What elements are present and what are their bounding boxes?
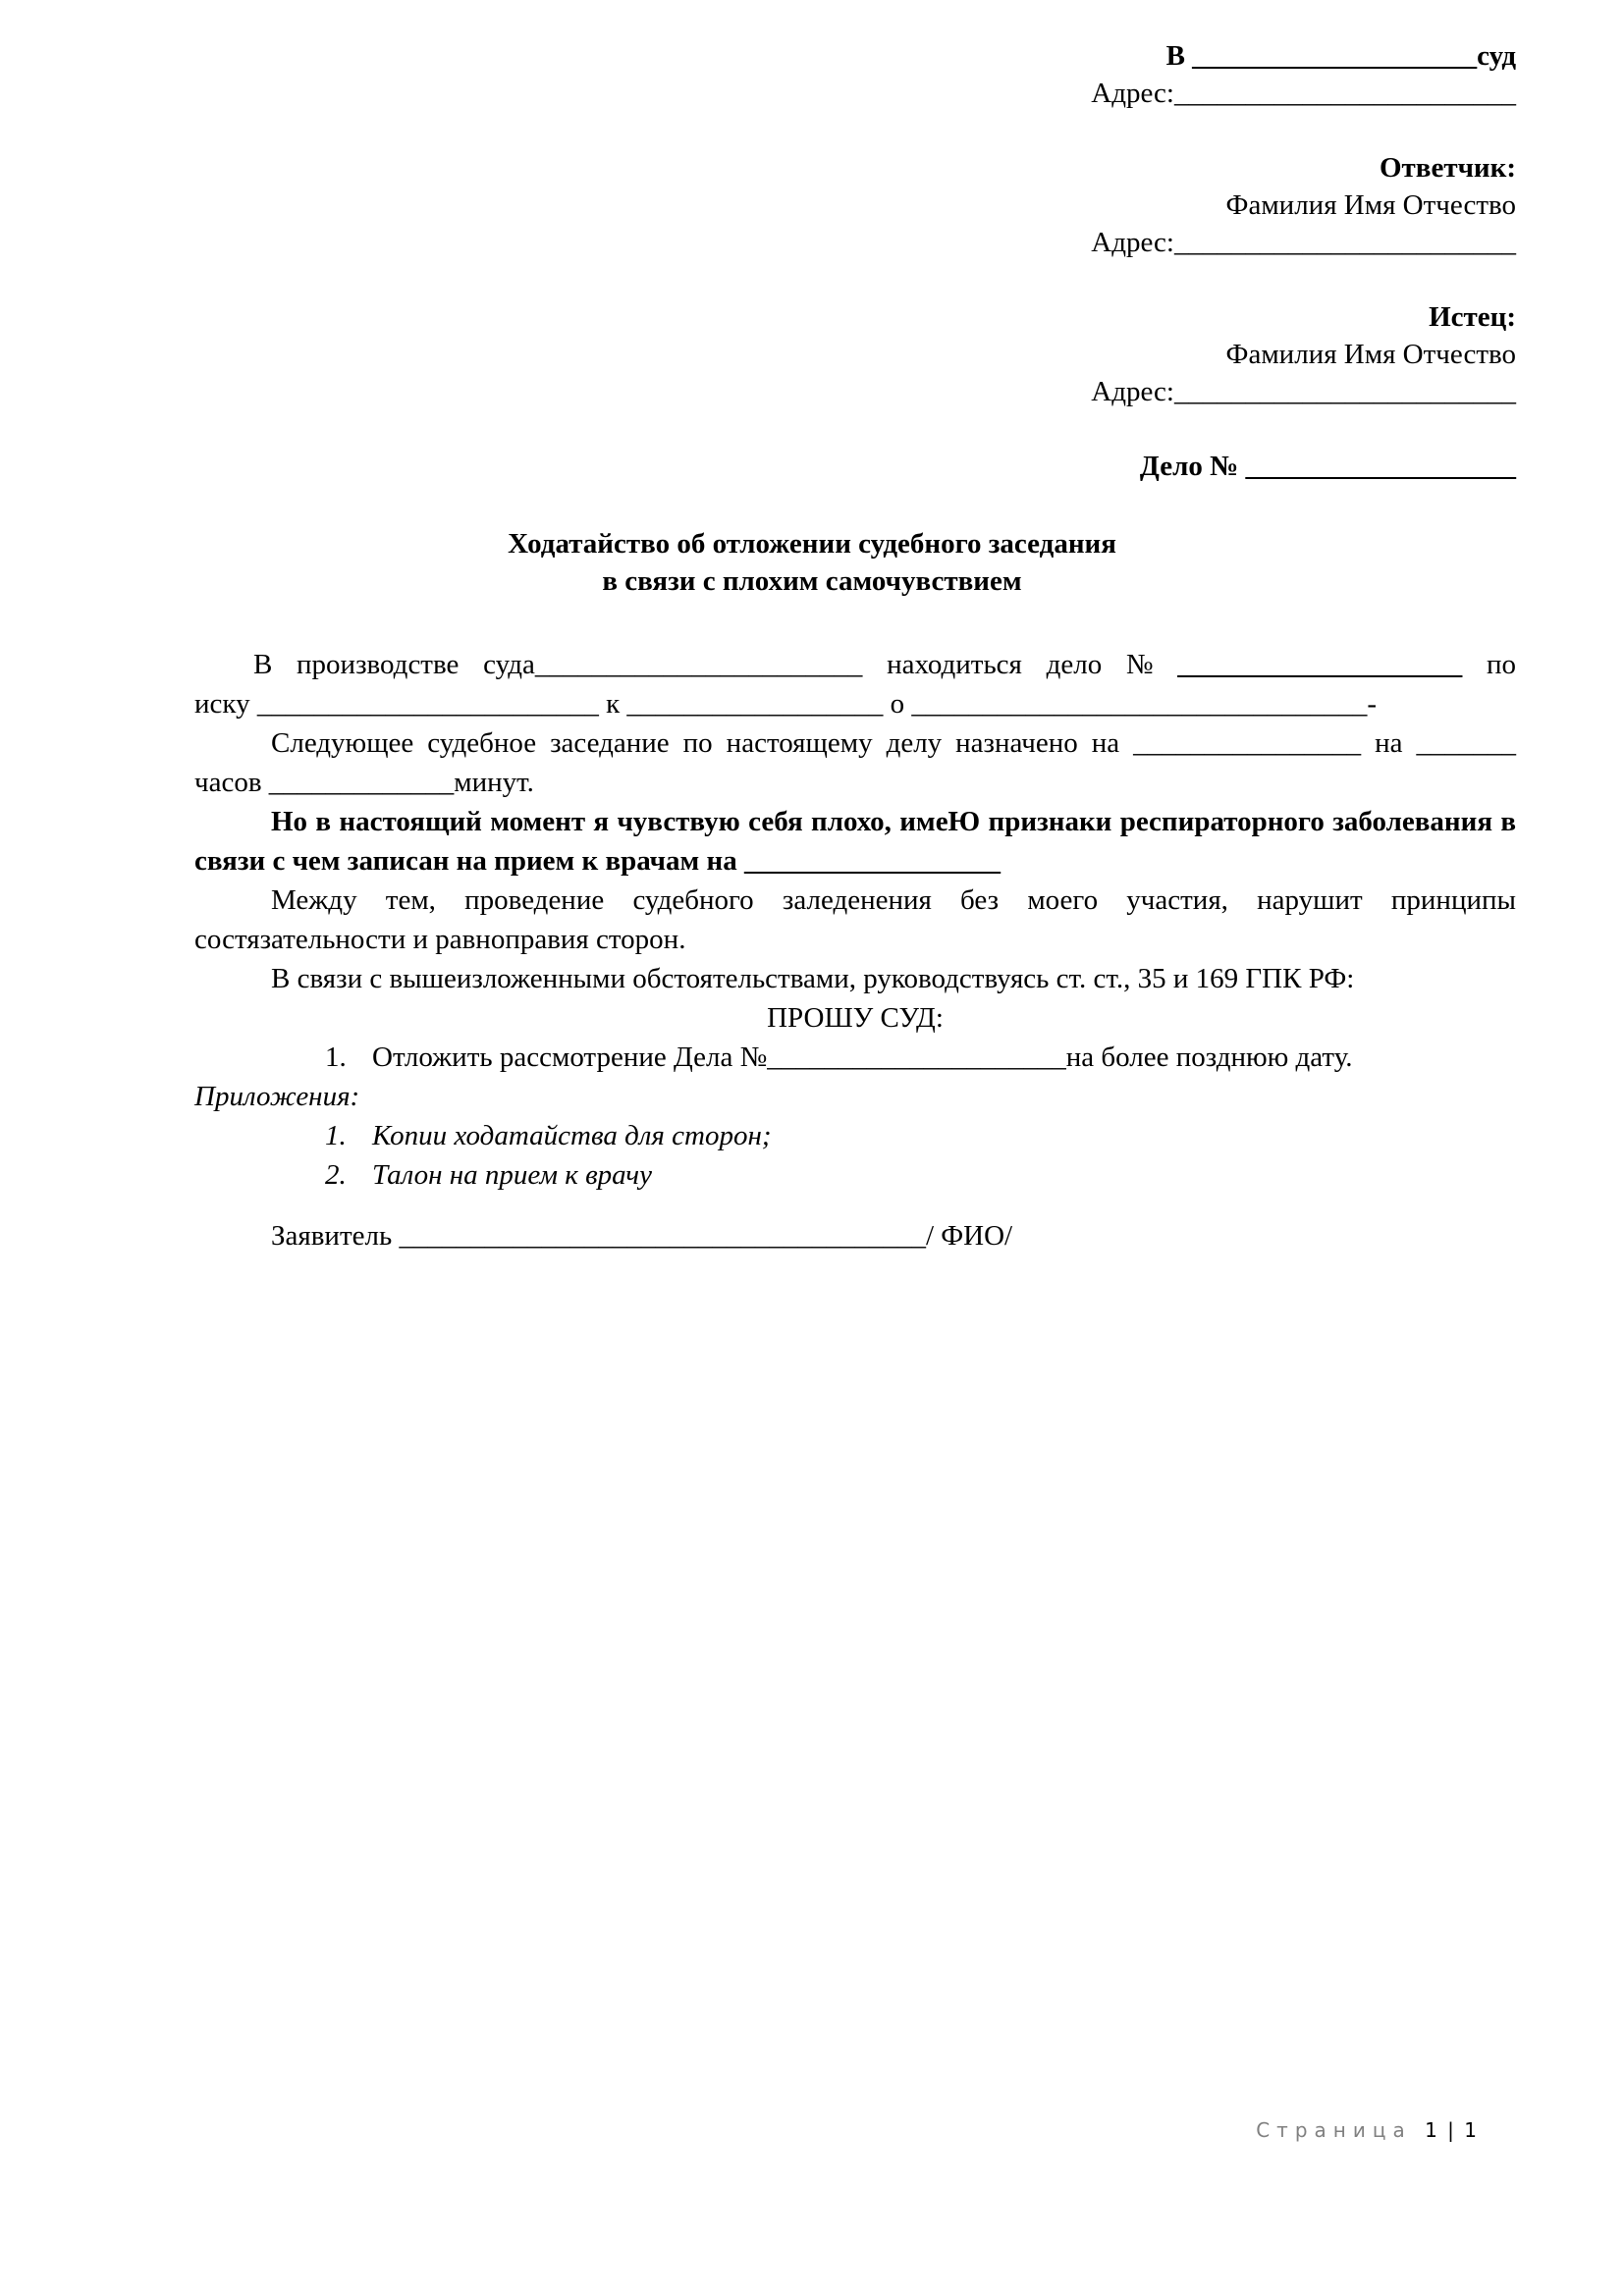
- paragraph-2-line-2: часов _____________минут.: [194, 767, 534, 798]
- paragraph-1-line-2: иску ________________________ к __________________ о ________________________________-: [194, 688, 1378, 720]
- paragraph-2-line-1: Следующее судебное заседание по настоящему делу назначено на ________________ на _______: [271, 727, 1516, 759]
- paragraph-4: Между тем, проведение судебного заледенения без моего участия, нарушит принципы состязательности и равноправия сторон.: [194, 884, 1516, 955]
- page-label: Страница: [1256, 2118, 1412, 2142]
- defendant-name: Фамилия Имя Отчество: [1225, 189, 1516, 221]
- court-address: Адрес:________________________: [1091, 78, 1516, 109]
- defendant-label: Ответчик:: [1379, 152, 1516, 184]
- document-header: [829, 37, 1516, 485]
- page-footer: [1256, 2118, 1479, 2142]
- signature-line: Заявитель _____________________________________/ ФИО/: [271, 1220, 1013, 1252]
- request-item: 1. Отложить рассмотрение Дела №_____________________на более позднюю дату.: [325, 1041, 1353, 1073]
- paragraph-3: Но в настоящий момент я чувствую себя плохо, имеЮ признаки респираторного заболевания в связи с чем записан на прием к врачам на __________________: [194, 806, 1516, 877]
- document-title: [0, 525, 1624, 600]
- case-number-line: Дело № ___________________: [1139, 451, 1516, 482]
- plaintiff-address: Адрес:________________________: [1091, 376, 1516, 407]
- plaintiff-name: Фамилия Имя Отчество: [1225, 339, 1516, 370]
- request-heading: ПРОШУ СУД:: [767, 1002, 944, 1034]
- document-body: [194, 645, 1516, 1255]
- page-number: 1 | 1: [1425, 2118, 1479, 2142]
- paragraph-5: В связи с вышеизложенными обстоятельствами, руководствуясь ст. ст., 35 и 169 ГПК РФ:: [271, 963, 1355, 994]
- paragraph-1-line-1: В производстве суда_______________________ находиться дело № ____________________ по: [253, 649, 1516, 680]
- attachment-item: 1. Копии ходатайства для сторон;: [325, 1120, 772, 1151]
- plaintiff-label: Истец:: [1429, 301, 1516, 333]
- court-line: В ____________________суд: [1165, 40, 1516, 72]
- defendant-address: Адрес:________________________: [1091, 227, 1516, 258]
- attachments-label: Приложения:: [194, 1081, 360, 1112]
- title-line-2: в связи с плохим самочувствием: [602, 565, 1022, 597]
- attachment-item: 2. Талон на прием к врачу: [325, 1159, 652, 1191]
- title-line-1: Ходатайство об отложении судебного заседания: [508, 528, 1116, 560]
